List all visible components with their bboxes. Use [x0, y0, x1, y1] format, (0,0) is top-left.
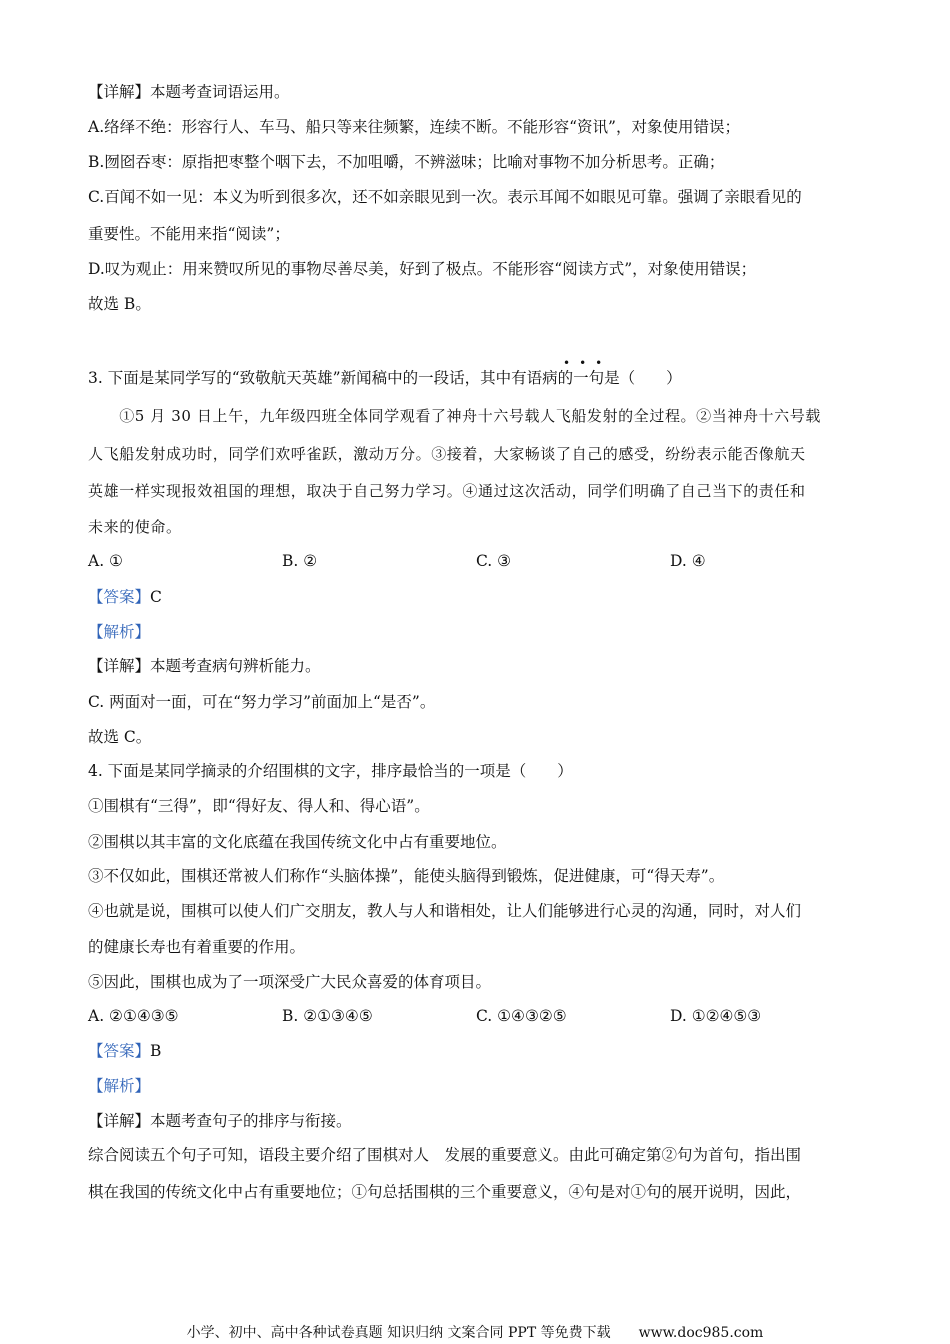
q3-passage-line-1: ①5 月 30 日上午，九年级四班全体同学观看了神舟十六号载人飞船发射的全过程。②当神舟十六号载 — [88, 407, 821, 425]
q4-stem: 4. 下面是某同学摘录的介绍围棋的文字，排序最恰当的一项是（ ） — [88, 762, 573, 780]
answer-tag: 【答案】 — [88, 1042, 151, 1060]
page-footer: 小学、初中、高中各种试卷真题 知识归纳 文案合同 PPT 等免费下载 www.doc985.com — [186, 1325, 764, 1341]
q3-stem: 3. 下面是某同学写的“致敬航天英雄”新闻稿中的一段话，其中有语病的一句是（ ） — [88, 369, 682, 387]
q3-analysis-tag: 【解析】 — [88, 623, 151, 641]
q2-option-b-explanation: B.囫囵吞枣：原指把枣整个咽下去，不加咀嚼，不辨滋味；比喻对事物不加分析思考。正确； — [88, 153, 725, 171]
q3-passage-line-2: 人飞船发射成功时，同学们欢呼雀跃，激动万分。③接着，大家畅谈了自己的感受，纷纷表示能否像航天 — [88, 445, 806, 463]
q4-explain-line-1: 综合阅读五个句子可知，语段主要介绍了围棋对人 发展的重要意义。由此可确定第②句为首句，指出围 — [88, 1146, 802, 1164]
q2-option-c-explanation: C.百闻不如一见：本义为听到很多次，还不如亲眼见到一次。表示耳闻不如眼见可靠。强调了亲眼看见的 — [88, 188, 802, 206]
answer-tag: 【答案】 — [88, 588, 151, 606]
q3-option-d: D. ④ — [670, 552, 706, 570]
q3-option-a: A. ① — [88, 552, 123, 570]
q4-analysis-tag: 【解析】 — [88, 1077, 151, 1095]
q3-passage-line-3: 英雄一样实现报效祖国的理想，取决于自己努力学习。④通过这次活动，同学们明确了自己当下的责任和 — [88, 482, 806, 500]
emphasis-dots: ••• — [563, 356, 612, 370]
q2-option-c-explanation-cont: 重要性。不能用来指“阅读”； — [88, 225, 290, 243]
q3-passage-line-4: 未来的使命。 — [88, 518, 182, 536]
q4-option-d: D. ①②④⑤③ — [670, 1007, 762, 1025]
q4-sentence-1: ①围棋有“三得”，即“得好友、得人和、得心语”。 — [88, 797, 430, 815]
q3-option-c: C. ③ — [476, 552, 512, 570]
q2-option-a-explanation: A.络绎不绝：形容行人、车马、船只等来往频繁，连续不断。不能形容“资讯”，对象使用错误； — [88, 118, 740, 136]
q4-sentence-4: ④也就是说，围棋可以使人们广交朋友，教人与人和谐相处，让人们能够进行心灵的沟通，同时，对人们 — [88, 902, 802, 920]
q3-detail: 【详解】本题考查病句辨析能力。 — [88, 657, 321, 675]
q4-detail: 【详解】本题考查句子的排序与衔接。 — [88, 1112, 352, 1130]
answer-value: C — [150, 588, 162, 606]
q4-explain-line-2: 棋在我国的传统文化中占有重要地位；①句总括围棋的三个重要意义，④句是对①句的展开说明，因此， — [88, 1183, 802, 1201]
q4-answer — [88, 1041, 161, 1061]
q2-option-d-explanation: D.叹为观止：用来赞叹所见的事物尽善尽美，好到了极点。不能形容“阅读方式”，对象使用错误； — [88, 260, 757, 278]
q4-sentence-2: ②围棋以其丰富的文化底蕴在我国传统文化中占有重要地位。 — [88, 833, 507, 851]
q2-detail: 【详解】本题考查词语运用。 — [88, 83, 290, 101]
q3-answer — [88, 587, 162, 607]
q4-option-b: B. ②①③④⑤ — [282, 1007, 373, 1025]
q4-sentence-4-cont: 的健康长寿也有着重要的作用。 — [88, 938, 306, 956]
answer-value: B — [150, 1042, 162, 1060]
q4-option-c: C. ①④③②⑤ — [476, 1007, 567, 1025]
q3-explain: C. 两面对一面，可在“努力学习”前面加上“是否”。 — [88, 693, 436, 711]
q4-sentence-3: ③不仅如此，围棋还常被人们称作“头脑体操”，能使头脑得到锻炼，促进健康，可“得天寿”。 — [88, 867, 725, 885]
q4-option-a: A. ②①④③⑤ — [88, 1007, 179, 1025]
q3-option-b: B. ② — [282, 552, 318, 570]
q4-sentence-5: ⑤因此，围棋也成为了一项深受广大民众喜爱的体育项目。 — [88, 973, 492, 991]
q2-choose: 故选 B。 — [88, 295, 151, 313]
q3-choose: 故选 C。 — [88, 728, 152, 746]
